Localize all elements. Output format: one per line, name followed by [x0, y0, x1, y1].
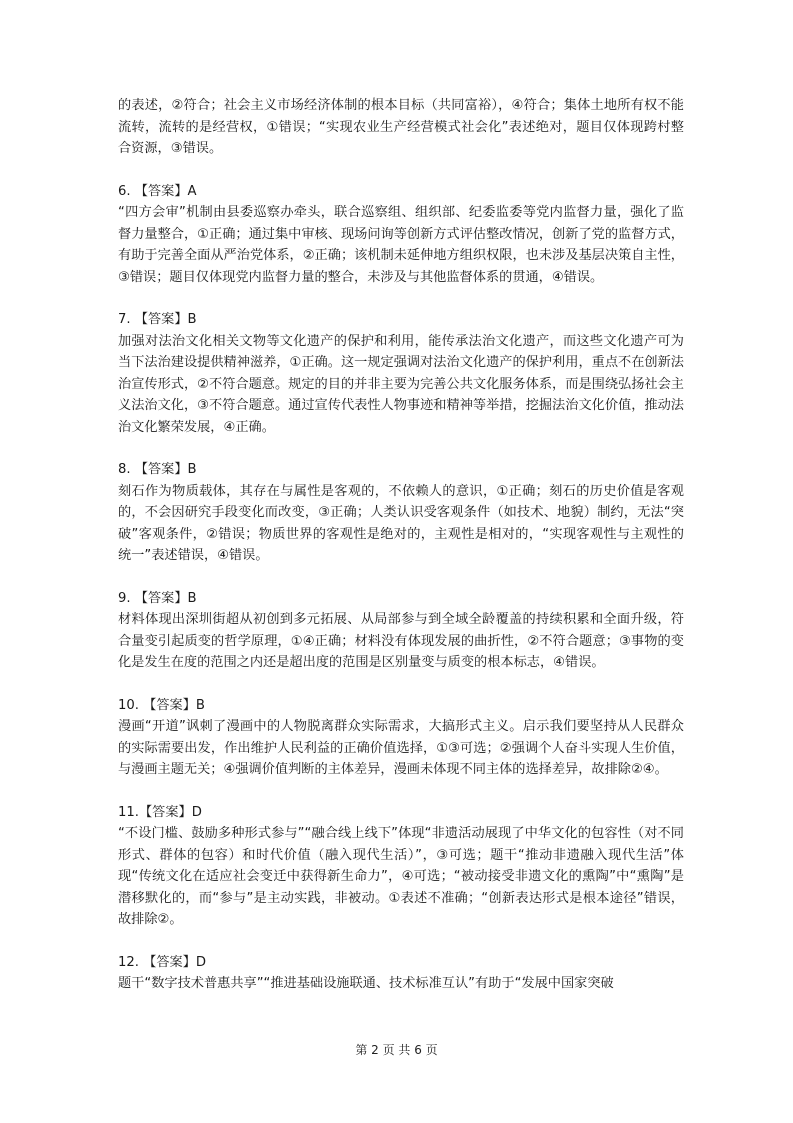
answer-item-8	[118, 459, 684, 567]
answer-head: 11.【答案】D	[118, 804, 202, 820]
answer-explanation: 题干“数字技术普惠共享”“推进基础设施联通、技术标准互认”有助于“发展中国家突破	[118, 976, 614, 991]
answer-item-11	[118, 802, 684, 931]
answer-head: 8. 【答案】B	[118, 462, 197, 477]
answer-explanation: “四方会审”机制由县委巡察办牵头，联合巡察组、组织部、纪委监委等党内监督力量，强化了监督力量整合，①正确；通过集中审核、现场问询等创新方式评估整改情况，创新了党的监督方式，有助于完善全面从严治党体系，②正确；该机制未延伸地方组织权限，也未涉及基层决策自主性，③错误；题目仅体现党内监督力量的整合，未涉及与其他监督体系的贯通，④错误。	[118, 205, 684, 285]
answer-head: 7. 【答案】B	[118, 312, 197, 327]
answer-item-10	[118, 695, 684, 781]
answer-item-12	[118, 952, 684, 995]
answer-head: 10. 【答案】B	[118, 697, 205, 713]
answer-item-6	[118, 181, 684, 289]
answer-item-9	[118, 588, 684, 674]
answer-explanation: 材料体现出深圳街超从初创到多元拓展、从局部参与到全域全龄覆盖的持续积累和全面升级，符合量变引起质变的哲学原理，①④正确；材料没有体现发展的曲折性，②不符合题意；③事物的变化是发生在度的范围之内还是超出度的范围是区别量变与质变的根本标志，④错误。	[118, 612, 684, 670]
intro-paragraph: 的表述，②符合；社会主义市场经济体制的根本目标（共同富裕），④符合；集体土地所有权不能流转，流转的是经营权，①错误；“实现农业生产经营模式社会化”表述绝对，题目仅体现跨村整合资源，③错误。	[118, 98, 684, 156]
document-body	[118, 95, 684, 995]
answer-head: 6. 【答案】A	[118, 183, 197, 199]
answer-explanation: 加强对法治文化相关文物等文化遗产的保护和利用，能传承法治文化遗产，而这些文化遗产可为当下法治建设提供精神滋养，①正确。这一规定强调对法治文化遗产的保护利用，重点不在创新法治宣传形式，②不符合题意。规定的目的并非主要为完善公共文化服务体系，而是围绕弘扬社会主义法治文化，③不符合题意。通过宣传代表性人物事迹和精神等举措，挖掘法治文化价值，推动法治文化繁荣发展，④正确。	[118, 333, 684, 435]
page-number: 第 2 页 共 6 页	[355, 1043, 438, 1057]
answer-item-7	[118, 309, 684, 438]
answer-explanation: 漫画“开道”讽刺了漫画中的人物脱离群众实际需求，大搞形式主义。启示我们要坚持从人民群众的实际需要出发，作出维护人民利益的正确价值选择，①③可选；②强调个人奋斗实现人生价值，与漫画主题无关；④强调价值判断的主体差异，漫画未体现不同主体的选择差异，故排除②④。	[118, 719, 684, 777]
answer-explanation: “不设门槛、鼓励多种形式参与”“融合线上线下”体现“非遗活动展现了中华文化的包容性（对不同形式、群体的包容）和时代价值（融入现代生活）”，③可选；题干“推动非遗融入现代生活”体现“传统文化在适应社会变迁中获得新生命力”，④可选；“被动接受非遗文化的熏陶”中“熏陶”是潜移默化的，而“参与”是主动实践，非被动。①表述不准确；“创新表达形式是根本途径”错误，故排除②。	[118, 826, 684, 927]
answer-head: 9. 【答案】B	[118, 590, 197, 606]
answer-explanation: 刻石作为物质载体，其存在与属性是客观的，不依赖人的意识，①正确；刻石的历史价值是客观的，不会因研究手段变化而改变，③正确；人类认识受客观条件（如技术、地貌）制约，无法“突破”客观条件，②错误；物质世界的客观性是绝对的，主观性是相对的，“实现客观性与主观性的统一”表述错误，④错误。	[118, 483, 684, 563]
answer-head: 12. 【答案】D	[118, 954, 207, 970]
